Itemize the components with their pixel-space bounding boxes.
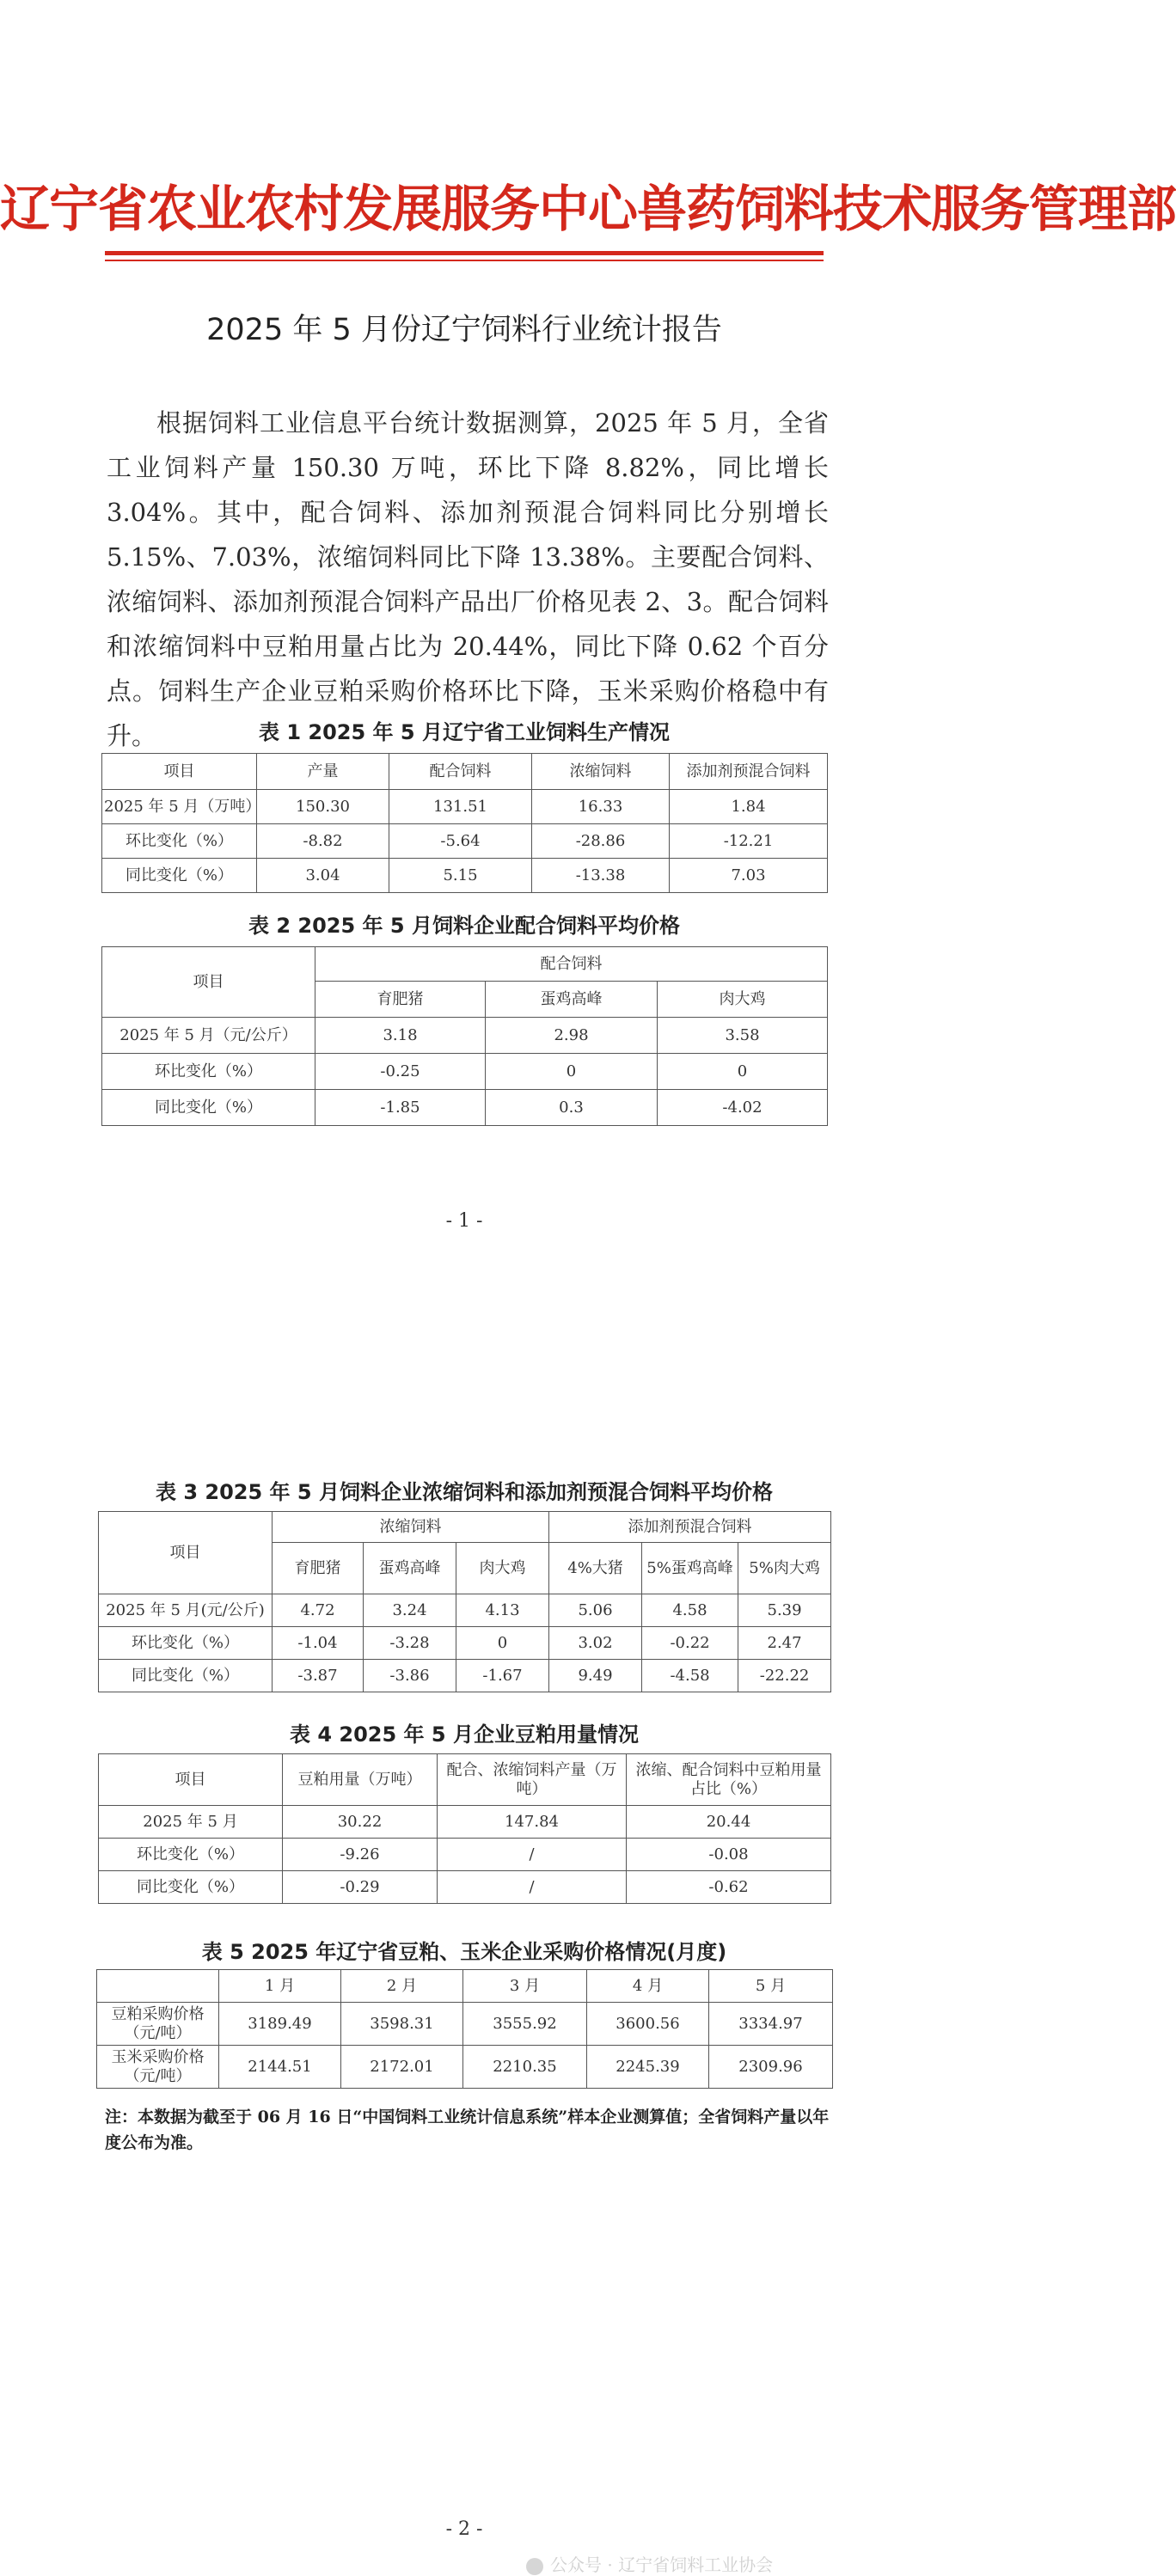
table5-cell: 2245.39 [587, 2046, 709, 2089]
table2-item-header: 项目 [102, 947, 315, 1018]
table1-cell: -28.86 [532, 824, 670, 859]
watermark-text: 公众号 · 辽宁省饲料工业协会 [550, 2555, 774, 2575]
table3-cell: 3.24 [364, 1594, 456, 1627]
table3-cell: -1.04 [273, 1627, 364, 1660]
table4-cell: -0.29 [283, 1871, 438, 1904]
page-number-2: - 2 - [445, 2518, 483, 2540]
data-note: 注：本数据为截至于 06 月 16 日“中国饲料工业统计信息系统”样本企业测算值；全省饲料产量以年度公布为准。 [105, 2108, 830, 2152]
table4-header-cell: 配合、浓缩饲料产量（万吨） [438, 1754, 627, 1806]
table-row [102, 790, 828, 824]
table-row [99, 1871, 831, 1904]
table1-cell: -13.38 [532, 859, 670, 893]
table3-cell: 4.72 [273, 1594, 364, 1627]
page-number-1: - 1 - [445, 1210, 483, 1232]
table1-header-cell: 产量 [257, 754, 389, 790]
table2-cell: 同比变化（%） [102, 1090, 315, 1126]
table3-cell: 3.02 [549, 1627, 642, 1660]
table5-header-cell [97, 1970, 219, 2003]
table4-caption: 表 4 2025 年 5 月企业豆粕用量情况 [290, 1722, 639, 1747]
table3-cell: -3.87 [273, 1660, 364, 1692]
organization-header: 辽宁省农业农村发展服务中心兽药饲料技术服务管理部 [0, 180, 1176, 238]
table4-header-cell: 项目 [99, 1754, 283, 1806]
table2-group-row [102, 947, 828, 982]
table3-cell: 同比变化（%） [99, 1660, 273, 1692]
table5-cell: 2172.01 [341, 2046, 463, 2089]
table2-cell: 环比变化（%） [102, 1054, 315, 1090]
table3-subheader-cell: 蛋鸡高峰 [364, 1543, 456, 1594]
table5 [96, 1969, 833, 2089]
table4-cell: 同比变化（%） [99, 1871, 283, 1904]
header-rule-thick [105, 251, 824, 255]
table3-subheader-cell: 肉大鸡 [456, 1543, 549, 1594]
table5-header-row [97, 1970, 833, 2003]
table-row [99, 1806, 831, 1839]
table1-cell: 131.51 [389, 790, 532, 824]
table3-group-header-concentrate: 浓缩饲料 [273, 1512, 549, 1543]
table3-cell: 2025 年 5 月(元/公斤) [99, 1594, 273, 1627]
table3-cell: 4.58 [642, 1594, 738, 1627]
table2 [101, 946, 828, 1126]
table3-cell: 5.06 [549, 1594, 642, 1627]
table1-cell: 150.30 [257, 790, 389, 824]
table4-header-row [99, 1754, 831, 1806]
table1-cell: -5.64 [389, 824, 532, 859]
table-row [99, 1839, 831, 1871]
table2-subheader-cell: 蛋鸡高峰 [486, 982, 658, 1018]
table5-cell: 3189.49 [219, 2003, 341, 2046]
table1-cell: -12.21 [670, 824, 828, 859]
table2-cell: -4.02 [658, 1090, 828, 1126]
table3-cell: -4.58 [642, 1660, 738, 1692]
table4-cell: 30.22 [283, 1806, 438, 1839]
table-row [102, 1018, 828, 1054]
table3-subheader-cell: 5%蛋鸡高峰 [642, 1543, 738, 1594]
table3 [98, 1511, 831, 1692]
table1-cell: 1.84 [670, 790, 828, 824]
table5-cell: 2210.35 [463, 2046, 587, 2089]
table3-subheader-cell: 5%肉大鸡 [738, 1543, 831, 1594]
table1-caption: 表 1 2025 年 5 月辽宁省工业饲料生产情况 [259, 720, 670, 744]
table3-cell: -0.22 [642, 1627, 738, 1660]
table4-cell: -9.26 [283, 1839, 438, 1871]
table1-header-cell: 添加剂预混合饲料 [670, 754, 828, 790]
table5-cell: 3598.31 [341, 2003, 463, 2046]
table5-caption: 表 5 2025 年辽宁省豆粕、玉米企业采购价格情况(月度) [201, 1940, 727, 1964]
table5-header-cell: 5 月 [709, 1970, 833, 2003]
table2-group-header: 配合饲料 [315, 947, 828, 982]
table-row [102, 1054, 828, 1090]
table3-cell: -3.28 [364, 1627, 456, 1660]
table-row [97, 2003, 833, 2046]
table2-cell: 0 [486, 1054, 658, 1090]
table4-cell: / [438, 1839, 627, 1871]
table1-cell: 16.33 [532, 790, 670, 824]
table-row [99, 1594, 831, 1627]
table-row [102, 1090, 828, 1126]
table4-cell: 147.84 [438, 1806, 627, 1839]
table1-header-cell: 浓缩饲料 [532, 754, 670, 790]
table-row [99, 1627, 831, 1660]
summary-paragraph: 根据饲料工业信息平台统计数据测算，2025 年 5 月，全省工业饲料产量 150.30 万吨，环比下降 8.82%，同比增长 3.04%。其中，配合饲料、添加剂预混合饲料同比分别增长 5.15%、7.03%，浓缩饲料同比下降 13.38%。主要配合饲料、浓缩饲料、添加剂预混合饲料产品出厂价格见表 2、3。配合饲料和浓缩饲料中豆粕用量占比为 20.44%，同比下降 0.62 个百分点。饲料生产企业豆粕采购价格环比下降，玉米采购价格稳中有升。 [107, 408, 829, 750]
table-row [99, 1660, 831, 1692]
table1-header-row [102, 754, 828, 790]
table3-cell: 5.39 [738, 1594, 831, 1627]
table-row [102, 859, 828, 893]
table4-cell: 2025 年 5 月 [99, 1806, 283, 1839]
table-row [97, 2046, 833, 2089]
table4-cell: 环比变化（%） [99, 1839, 283, 1871]
table3-cell: -1.67 [456, 1660, 549, 1692]
table5-cell: 2309.96 [709, 2046, 833, 2089]
table1-cell: 5.15 [389, 859, 532, 893]
table3-cell: 9.49 [549, 1660, 642, 1692]
header-rule-thin [105, 260, 824, 261]
table1-header-cell: 配合饲料 [389, 754, 532, 790]
table5-cell: 豆粕采购价格（元/吨） [97, 2003, 219, 2046]
table4-cell: -0.62 [627, 1871, 831, 1904]
table3-subheader-cell: 4%大猪 [549, 1543, 642, 1594]
table5-cell: 3334.97 [709, 2003, 833, 2046]
table2-subheader-cell: 肉大鸡 [658, 982, 828, 1018]
table4-header-cell: 浓缩、配合饲料中豆粕用量占比（%） [627, 1754, 831, 1806]
table2-cell: 2025 年 5 月（元/公斤） [102, 1018, 315, 1054]
table3-item-header: 项目 [99, 1512, 273, 1594]
table5-header-cell: 2 月 [341, 1970, 463, 2003]
table-row [102, 824, 828, 859]
table3-caption: 表 3 2025 年 5 月饲料企业浓缩饲料和添加剂预混合饲料平均价格 [156, 1480, 773, 1504]
table2-subheader-cell: 育肥猪 [315, 982, 486, 1018]
table3-cell: -22.22 [738, 1660, 831, 1692]
table3-group-row [99, 1512, 831, 1543]
table1-header-cell: 项目 [102, 754, 257, 790]
table3-cell: -3.86 [364, 1660, 456, 1692]
wechat-icon [526, 2558, 543, 2575]
table3-cell: 4.13 [456, 1594, 549, 1627]
table4-header-cell: 豆粕用量（万吨） [283, 1754, 438, 1806]
table4-cell: / [438, 1871, 627, 1904]
table1-cell: 2025 年 5 月（万吨） [102, 790, 257, 824]
table3-cell: 环比变化（%） [99, 1627, 273, 1660]
table5-cell: 3600.56 [587, 2003, 709, 2046]
table5-header-cell: 4 月 [587, 1970, 709, 2003]
table5-cell: 2144.51 [219, 2046, 341, 2089]
table1-cell: 3.04 [257, 859, 389, 893]
table3-cell: 0 [456, 1627, 549, 1660]
table2-cell: -0.25 [315, 1054, 486, 1090]
table3-cell: 2.47 [738, 1627, 831, 1660]
table2-cell: 3.58 [658, 1018, 828, 1054]
table2-cell: 0.3 [486, 1090, 658, 1126]
watermark [526, 2551, 773, 2576]
table5-header-cell: 1 月 [219, 1970, 341, 2003]
table2-caption: 表 2 2025 年 5 月饲料企业配合饲料平均价格 [248, 914, 680, 938]
table1-cell: -8.82 [257, 824, 389, 859]
table2-cell: 2.98 [486, 1018, 658, 1054]
document-title: 2025 年 5 月份辽宁饲料行业统计报告 [206, 313, 722, 347]
table4-cell: 20.44 [627, 1806, 831, 1839]
table1 [101, 753, 828, 893]
table1-cell: 环比变化（%） [102, 824, 257, 859]
table1-cell: 同比变化（%） [102, 859, 257, 893]
table2-cell: 0 [658, 1054, 828, 1090]
table2-cell: -1.85 [315, 1090, 486, 1126]
table5-cell: 3555.92 [463, 2003, 587, 2046]
table5-header-cell: 3 月 [463, 1970, 587, 2003]
table2-cell: 3.18 [315, 1018, 486, 1054]
table4-cell: -0.08 [627, 1839, 831, 1871]
table5-cell: 玉米采购价格（元/吨） [97, 2046, 219, 2089]
table3-group-header-premix: 添加剂预混合饲料 [549, 1512, 831, 1543]
table4 [98, 1753, 831, 1904]
table3-subheader-cell: 育肥猪 [273, 1543, 364, 1594]
table1-cell: 7.03 [670, 859, 828, 893]
